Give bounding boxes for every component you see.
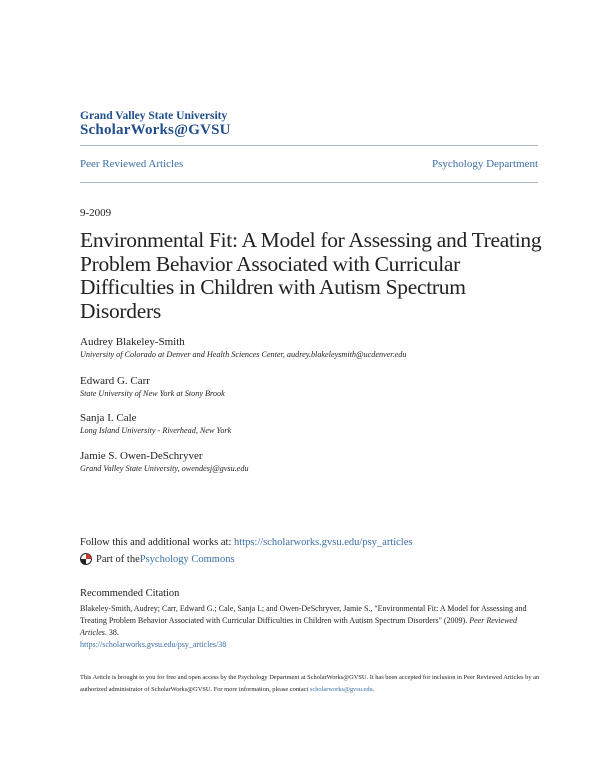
author-name: Sanja I. Cale [80,412,137,424]
author-email: owendesj@gvsu.edu [181,464,249,473]
nav-divider [80,182,538,183]
author-affiliation: University of Colorado at Denver and Health Sciences Center, audrey.blakeleysmith@ucdenver.edu [80,350,407,359]
citation-url-link[interactable]: https://scholarworks.gvsu.edu/psy_articles/38 [80,640,227,649]
affiliation-text: Long Island University - Riverhead, New York [80,426,232,435]
author-name: Jamie S. Owen-DeSchryver [80,450,203,462]
citation-text [80,603,540,651]
network-commons-icon [80,553,92,565]
author-affiliation: Grand Valley State University, owendesj@gvsu.edu [80,464,249,473]
collection-url-link[interactable]: https://scholarworks.gvsu.edu/psy_articles [234,537,413,548]
university-name: Grand Valley State University [80,110,228,122]
affiliation-text: State University of New York at Stony Brook [80,389,225,398]
author-block [80,411,231,437]
contact-email-link[interactable]: scholarworks@gvsu.edu [309,686,373,693]
part-of-line [80,553,235,565]
footer-end: . [372,686,375,693]
author-name: Audrey Blakeley-Smith [80,336,185,348]
repository-logo[interactable]: ScholarWorks@GVSU [80,122,231,138]
follow-line [80,537,412,548]
psychology-department-link[interactable]: Psychology Department [431,158,538,170]
citation-journal: Peer Reviewed Articles [80,616,517,637]
author-block [80,449,249,475]
author-email: audrey.blakeleysmith@ucdenver.edu [286,350,407,359]
part-of-prefix: Part of the [96,553,140,565]
recommended-citation-heading: Recommended Citation [80,588,180,599]
footer-notice [80,672,540,696]
citation-body: Blakeley-Smith, Audrey; Carr, Edward G.; Cale, Sanja I.; and Owen-DeSchryver, Jamie S., "Environmental Fit: A Model for Assessing and Treating Problem Behavior Associated with Curricular Difficulties in Children with Autism Spectrum Disorders" (2009). [80,604,527,625]
affiliation-text: Grand Valley State University [80,464,178,473]
citation-volume: . 38. [104,628,119,637]
author-block [80,374,225,400]
affiliation-text: University of Colorado at Denver and Health Sciences Center [80,350,283,359]
peer-reviewed-articles-link[interactable]: Peer Reviewed Articles [80,158,184,170]
follow-text: Follow this and additional works at: [80,537,234,548]
author-name: Edward G. Carr [80,375,150,387]
header-divider [80,145,538,146]
article-title: Environmental Fit: A Model for Assessing and Treating Problem Behavior Associated with Curricular Difficulties in Children with Autism Spectrum Disorders [80,228,542,323]
author-block [80,335,406,361]
psychology-commons-link[interactable]: Psychology Commons [139,553,235,565]
footer-text: This Article is brought to you for free and open access by the Psychology Department at ScholarWorks@GVSU. It has been accepted for inclusion in Peer Reviewed Articles by an authorized administrator of ScholarWorks@GVSU. For more information, please contact [80,674,540,693]
publication-date: 9-2009 [80,207,112,219]
